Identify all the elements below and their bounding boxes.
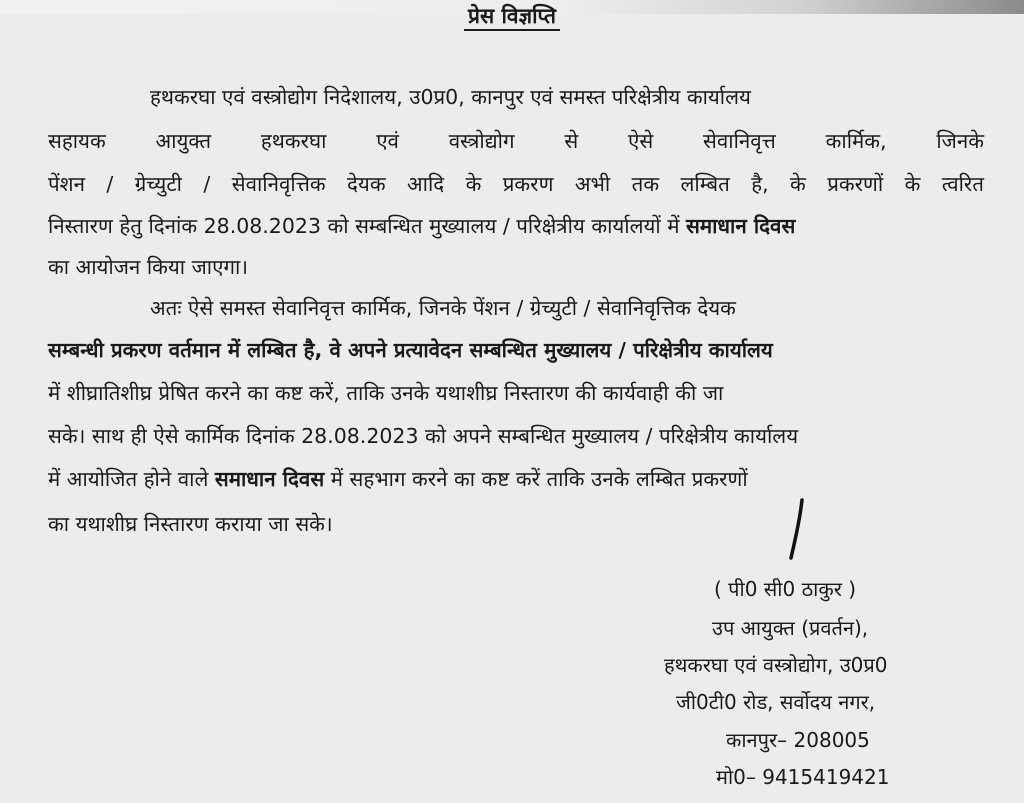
signatory-mobile: मो0– 9415419421 [716, 765, 890, 789]
para2-line-6: का यथाशीघ्र निस्तारण कराया जा सके। [48, 512, 333, 536]
para2-line-1: अतः ऐसे समस्त सेवानिवृत्त कार्मिक, जिनके पेंशन / ग्रेच्युटी / सेवानिवृत्तिक देयक [150, 296, 736, 320]
para2-line-3: में शीघ्रातिशीघ्र प्रेषित करने का कष्ट करें, ताकि उनके यथाशीघ्र निस्तारण की कार्यवाही की जा [48, 381, 724, 405]
document-title: प्रेस विज्ञप्ति [0, 2, 1024, 30]
para2-line-2: सम्बन्धी प्रकरण वर्तमान में लम्बित है, वे अपने प्रत्यावेदन सम्बन्धित मुख्यालय / परिक्षेत्रीय कार्यालय [48, 338, 773, 362]
para1-line-3: पेंशन / ग्रेच्युटी / सेवानिवृत्तिक देयक आदि के प्रकरण अभी तक लम्बित है, के प्रकरणों के त्वरित [48, 172, 984, 196]
para2-line-5: में आयोजित होने वाले समाधान दिवस में सहभाग करने का कष्ट करें ताकि उनके लम्बित प्रकरणों [48, 467, 748, 491]
signatory-department: हथकरघा एवं वस्त्रोद्योग, उ0प्र0 [664, 653, 888, 677]
signatory-name: ( पी0 सी0 ठाकुर ) [714, 577, 857, 601]
para1-line-5: का आयोजन किया जाएगा। [48, 255, 249, 279]
signature-mark [786, 498, 808, 560]
signatory-city: कानपुर– 208005 [726, 728, 870, 752]
para1-line-1: हथकरघा एवं वस्त्रोद्योग निदेशालय, उ0प्र0, कानपुर एवं समस्त परिक्षेत्रीय कार्यालय [150, 85, 751, 109]
samadhan-diwas-highlight: समाधान दिवस [214, 467, 325, 491]
signatory-address: जी0टी0 रोड, सर्वोदय नगर, [676, 690, 876, 714]
para1-line-2: सहायक आयुक्त हथकरघा एवं वस्त्रोद्योग से ऐसे सेवानिवृत्त कार्मिक, जिनके [48, 129, 984, 153]
samadhan-diwas-highlight: समाधान दिवस [686, 214, 796, 238]
para2-line-4: सके। साथ ही ऐसे कार्मिक दिनांक 28.08.2023 को अपने सम्बन्धित मुख्यालय / परिक्षेत्रीय कार्यालय [48, 424, 799, 448]
para1-line-4: निस्तारण हेतु दिनांक 28.08.2023 को सम्बन्धित मुख्यालय / परिक्षेत्रीय कार्यालयों में समाधान दिवस [48, 214, 796, 238]
signatory-designation: उप आयुक्त (प्रवर्तन), [712, 616, 869, 640]
